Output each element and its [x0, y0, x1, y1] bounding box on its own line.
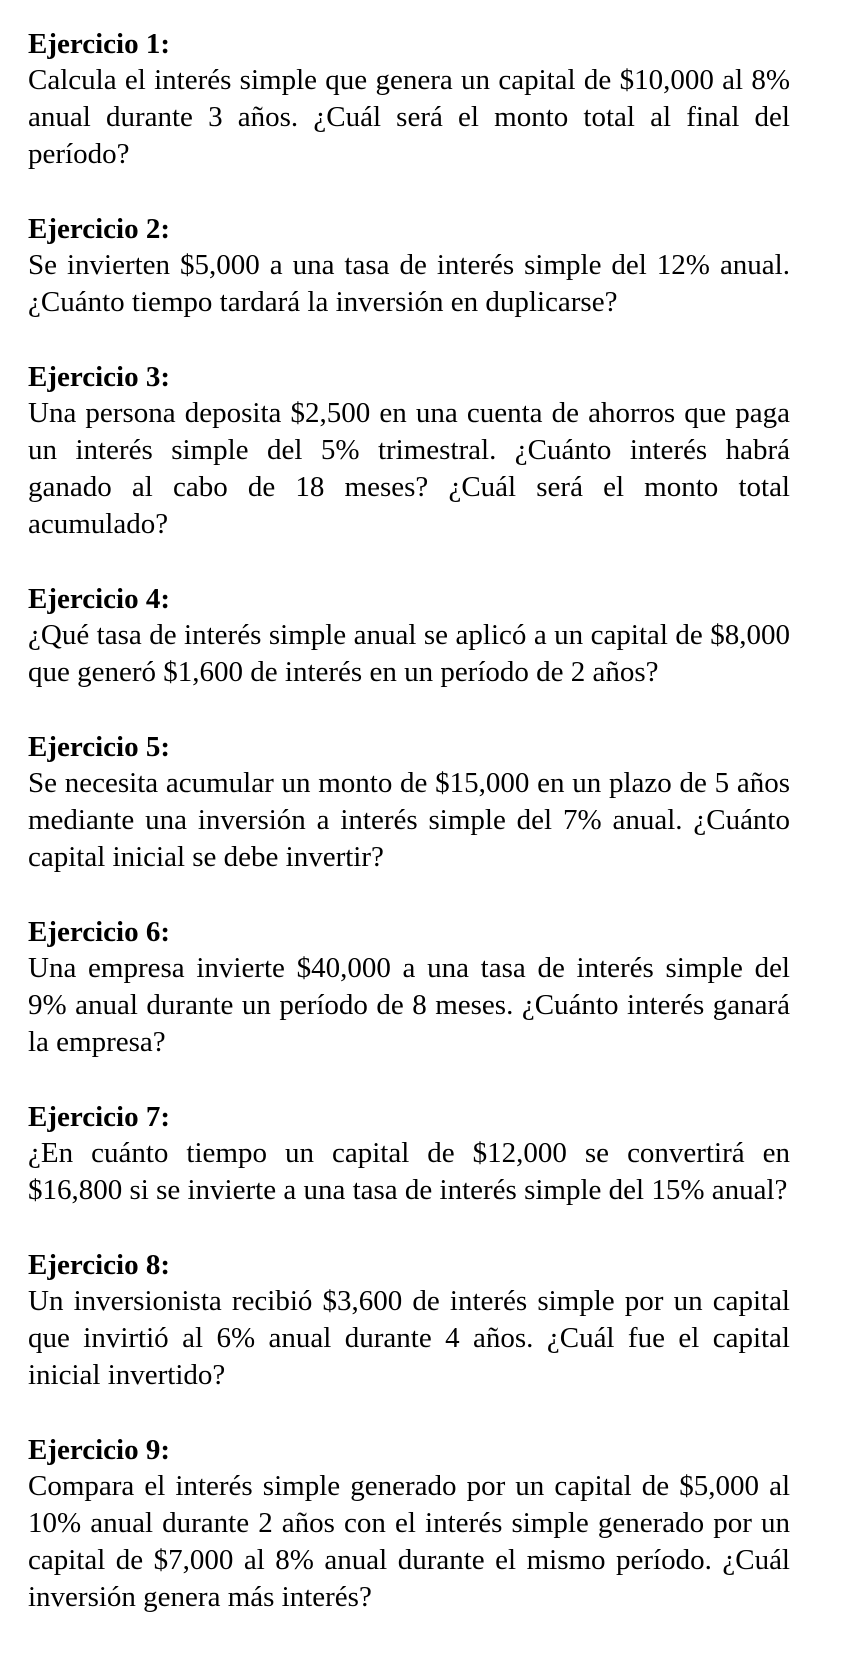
exercise-8-text: Un inversionista recibió $3,600 de interés simple por un capital que invirtió al 6% anual durante 4 años. ¿Cuál fue el capital inicial invertido?: [28, 1285, 790, 1391]
exercise-8-title: Ejercicio 8:: [28, 1249, 170, 1281]
exercise-6-title: Ejercicio 6:: [28, 916, 170, 948]
exercise-6-text: Una empresa invierte $40,000 a una tasa de interés simple del 9% anual durante un período de 8 meses. ¿Cuánto interés ganará la empresa?: [28, 952, 790, 1058]
exercise-sheet: [28, 26, 790, 1616]
exercise-4-title: Ejercicio 4:: [28, 583, 170, 615]
exercise-7-title: Ejercicio 7:: [28, 1101, 170, 1133]
exercise-7-text: ¿En cuánto tiempo un capital de $12,000 se convertirá en $16,800 si se invierte a una tasa de interés simple del 15% anual?: [28, 1137, 790, 1206]
exercise-5-text: Se necesita acumular un monto de $15,000 en un plazo de 5 años mediante una inversión a interés simple del 7% anual. ¿Cuánto capital inicial se debe invertir?: [28, 767, 790, 873]
exercise-1-text: Calcula el interés simple que genera un capital de $10,000 al 8% anual durante 3 años. ¿Cuál será el monto total al final del período?: [28, 64, 790, 170]
exercise-1: [28, 26, 790, 173]
exercise-5: [28, 729, 790, 876]
exercise-9: [28, 1432, 790, 1616]
exercise-3-text: Una persona deposita $2,500 en una cuenta de ahorros que paga un interés simple del 5% trimestral. ¿Cuánto interés habrá ganado al cabo de 18 meses? ¿Cuál será el monto total acumulado?: [28, 397, 790, 540]
exercise-7: [28, 1099, 790, 1209]
exercise-5-title: Ejercicio 5:: [28, 731, 170, 763]
exercise-2: [28, 211, 790, 321]
exercise-6: [28, 914, 790, 1061]
exercise-1-title: Ejercicio 1:: [28, 28, 170, 60]
exercise-8: [28, 1247, 790, 1394]
exercise-3-title: Ejercicio 3:: [28, 361, 170, 393]
exercise-9-title: Ejercicio 9:: [28, 1434, 170, 1466]
exercise-2-text: Se invierten $5,000 a una tasa de interés simple del 12% anual. ¿Cuánto tiempo tardará la inversión en duplicarse?: [28, 249, 790, 318]
exercise-9-text: Compara el interés simple generado por un capital de $5,000 al 10% anual durante 2 años con el interés simple generado por un capital de $7,000 al 8% anual durante el mismo período. ¿Cuál inversión genera más interés?: [28, 1470, 790, 1613]
exercise-4-text: ¿Qué tasa de interés simple anual se aplicó a un capital de $8,000 que generó $1,600 de interés en un período de 2 años?: [28, 619, 790, 688]
exercise-3: [28, 359, 790, 543]
exercise-4: [28, 581, 790, 691]
exercise-2-title: Ejercicio 2:: [28, 213, 170, 245]
